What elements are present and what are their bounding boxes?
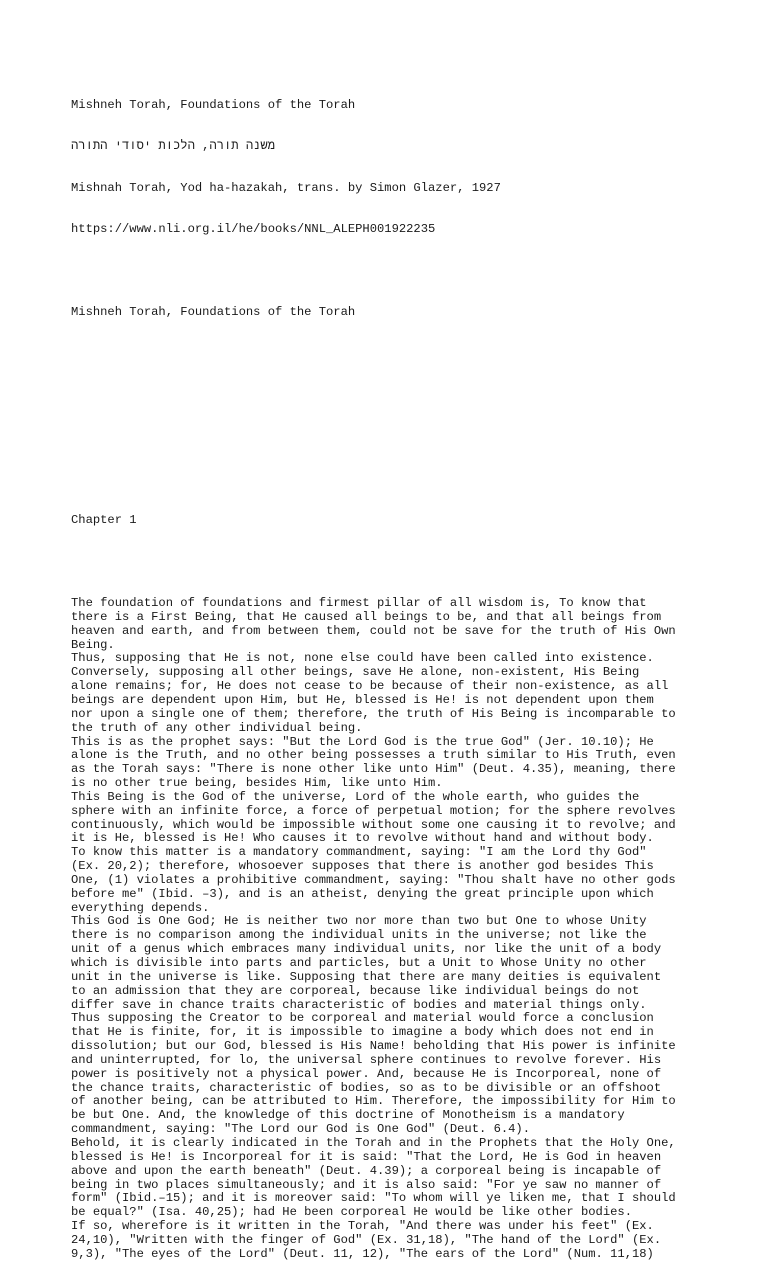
text-line: sphere with an infinite force, a force of perpetual motion; for the sphere revolves [71, 803, 676, 818]
text-line: differ save in chance traits characteristic of bodies and material things only. [71, 997, 647, 1012]
text-line: the chance traits, characteristic of bodies, so as to be divisible or an offshoot [71, 1080, 662, 1095]
text-line: blessed is He! is Incorporeal for it is said: "That the Lord, He is God in heaven [71, 1149, 662, 1164]
text-line: commandment, saying: "The Lord our God is One God" (Deut. 6.4). [71, 1122, 530, 1137]
text-line: This Being is the God of the universe, Lord of the whole earth, who guides the [71, 789, 640, 804]
text-line: unit of a genus which embraces many individual units, nor like the unit of a body [71, 942, 662, 957]
text-line: which is divisible into parts and particles, but a Unit to Whose Unity no other [71, 956, 647, 970]
text-line: Behold, it is clearly indicated in the Torah and in the Prophets that the Holy One, [71, 1135, 676, 1150]
text-line: be but One. And, the knowledge of this doctrine of Monotheism is a mandatory [71, 1108, 625, 1123]
text-line: nor upon a single one of them; therefore, the truth of His Being is incomparable to [71, 706, 676, 721]
text-line: This is as the prophet says: "But the Lord God is the true God" (Jer. 10.10); He [71, 734, 654, 749]
chapter-heading: Chapter 1 [71, 513, 137, 527]
text-line: Thus supposing the Creator to be corporeal and material would force a conclusion [71, 1011, 654, 1026]
text-line: it is He, blessed is He! Who causes it to revolve without hand and without body. [71, 831, 654, 846]
translation-info: Mishnah Torah, Yod ha-hazakah, trans. by Simon Glazer, 1927 [71, 180, 501, 195]
text-line: unit in the universe is like. Supposing that there are many deities is equivalent [71, 969, 662, 984]
text-line: and uninterrupted, for lo, the universal sphere continues to revolve forever. His [71, 1052, 662, 1067]
text-line: (Ex. 20,2); therefore, whosoever supposes that there is another god besides This [71, 859, 654, 874]
source-url: https://www.nli.org.il/he/books/NNL_ALEPH001922235 [71, 222, 436, 237]
spacer [71, 265, 711, 279]
document-subtitle: Mishneh Torah, Foundations of the Torah [71, 305, 356, 320]
text-line: the truth of any other individual being. [71, 720, 363, 735]
spacer [71, 431, 711, 445]
text-line: alone is the Truth, and no other being possesses a truth similar to His Truth, even [71, 748, 676, 763]
document-title: Mishneh Torah, Foundations of the Torah [71, 97, 356, 112]
text-line: To know this matter is a mandatory commandment, saying: "I am the Lord thy God" [71, 845, 647, 860]
spacer [71, 472, 711, 486]
hebrew-title: משנה תורה, הלכות יסודי התורה [71, 139, 275, 154]
text-line: form" (Ibid.–15); and it is moreover said: "To whom will ye liken me, that I should [71, 1191, 676, 1206]
text-line: heaven and earth, and from between them, could not be save for the truth of His Own [71, 623, 676, 638]
text-line: The foundation of foundations and firmest pillar of all wisdom is, To know that [71, 596, 647, 611]
spacer [71, 389, 711, 403]
text-line: dissolution; but our God, blessed is His Name! beholding that His power is infinite [71, 1039, 676, 1054]
spacer [71, 556, 711, 570]
text-line: continuously, which would be impossible without some one causing it to revolve; and [71, 817, 676, 832]
text-line: alone remains; for, He does not cease to be because of their non-existence, as all [71, 679, 669, 694]
text-line: be equal?" (Isa. 40,25); had He been corporeal He would be like other bodies. [71, 1205, 632, 1220]
text-line: that He is finite, for, it is impossible to imagine a body which does not end in [71, 1025, 654, 1040]
text-line: 9,3), "The eyes of the Lord" (Deut. 11, 12), "The ears of the Lord" (Num. 11,18) [71, 1246, 654, 1261]
text-line: there is no comparison among the individual units in the universe; not like the [71, 928, 647, 943]
text-line: is no other true being, besides Him, like unto Him. [71, 776, 443, 791]
text-line: power is positively not a physical power. And, because He is Incorporeal, none of [71, 1066, 662, 1081]
document-page [71, 71, 711, 1275]
text-line: Thus, supposing that He is not, none else could have been called into existence. [71, 651, 654, 666]
text-line: of another being, can be attributed to Him. Therefore, the impossibility for Him to [71, 1094, 676, 1109]
spacer [71, 348, 711, 362]
text-line: there is a First Being, that He caused all beings to be, and that all beings from [71, 609, 662, 624]
text-line: to an admission that they are corporeal, because like individual beings do not [71, 983, 640, 998]
text-line: Conversely, supposing all other beings, save He alone, non-existent, His Being [71, 665, 640, 680]
text-line: If so, wherefore is it written in the Torah, "And there was under his feet" (Ex. [71, 1219, 654, 1234]
text-line: being in two places simultaneously; and it is also said: "For ye saw no manner of [71, 1177, 662, 1192]
text-line: 24,10), "Written with the finger of God" (Ex. 31,18), "The hand of the Lord" (Ex. [71, 1232, 662, 1247]
text-line: as the Torah says: "There is none other like unto Him" (Deut. 4.35), meaning, there [71, 762, 676, 777]
text-line: above and upon the earth beneath" (Deut. 4.39); a corporeal being is incapable of [71, 1163, 662, 1178]
text-line: beings are dependent upon Him, but He, blessed is He! is not dependent upon them [71, 692, 654, 707]
text-line: One, (1) violates a prohibitive commandment, saying: "Thou shalt have no other gods [71, 872, 676, 887]
text-line: Being. [71, 637, 115, 652]
text-line: before me" (Ibid. –3), and is an atheist, denying the great principle upon which [71, 886, 654, 901]
chapter-body [71, 597, 711, 1262]
text-line: everything depends. [71, 900, 210, 915]
text-line: This God is One God; He is neither two nor more than two but One to whose Unity [71, 914, 647, 929]
